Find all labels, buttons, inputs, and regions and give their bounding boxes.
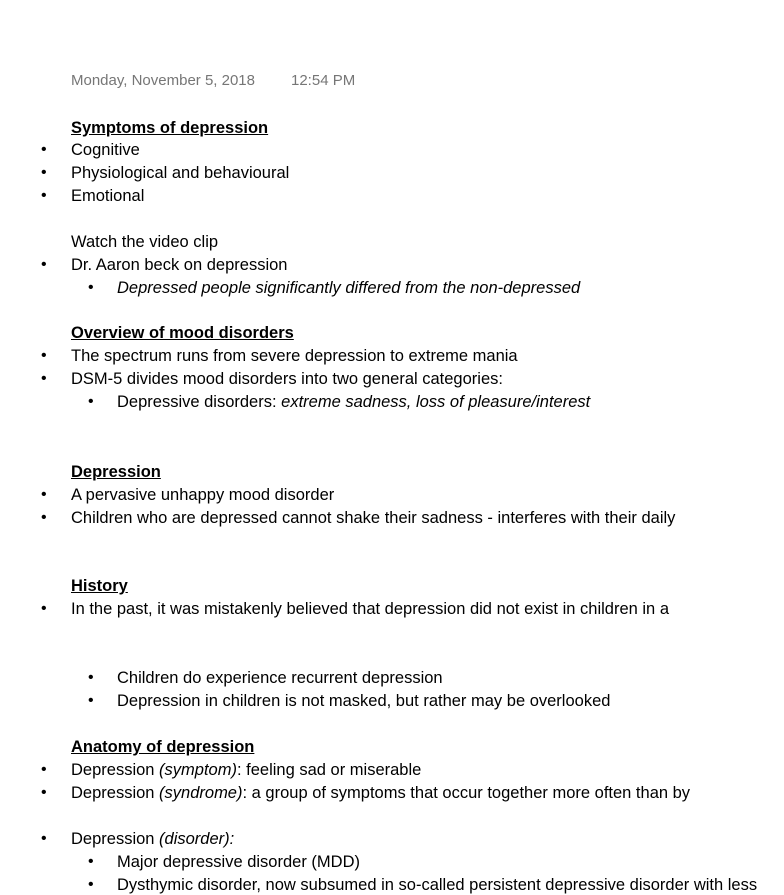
bullet-dot-icon: • [41, 761, 47, 778]
bullet-dot-icon: • [41, 370, 47, 387]
bullet-dot-icon: • [41, 164, 47, 181]
bullet-dot-icon: • [88, 279, 94, 296]
bullet-dot-icon: • [88, 692, 94, 709]
symptom-suffix: : feeling sad or miserable [236, 761, 422, 779]
list-item-dsm5: DSM-5 divides mood disorders into two general categories: [71, 370, 503, 388]
bullet-dot-icon: • [41, 784, 47, 801]
disorder-italic: (disorder): [159, 830, 235, 848]
sub-item-video [117, 278, 580, 298]
syndrome-suffix: : a group of symptoms that occur together more often than by [242, 784, 691, 802]
bullet-dot-icon: • [88, 393, 94, 410]
list-item-symptom [71, 760, 421, 780]
list-item-emotional: Emotional [71, 187, 145, 205]
list-item-syndrome [71, 783, 690, 803]
symptom-prefix: Depression [71, 761, 160, 779]
bullet-dot-icon: • [41, 600, 47, 617]
sub-item-mdd: Major depressive disorder (MDD) [117, 853, 360, 871]
bullet-dot-icon: • [88, 853, 94, 870]
bullet-dot-icon: • [88, 669, 94, 686]
list-item-video: Dr. Aaron beck on depression [71, 256, 288, 274]
syndrome-prefix: Depression [71, 784, 160, 802]
note-date: Monday, November 5, 2018 [71, 72, 255, 89]
bullet-dot-icon: • [41, 509, 47, 526]
note-timestamp [71, 72, 355, 89]
heading-overview: Overview of mood disorders [71, 324, 294, 342]
sub-item-video-text: Depressed people significantly differed from the non-depressed [117, 279, 581, 297]
bullet-dot-icon: • [41, 486, 47, 503]
sub-item-depressive-prefix: Depressive disorders: [117, 393, 282, 411]
bullet-dot-icon: • [41, 187, 47, 204]
sub-item-depressive-italic: extreme sadness, loss of pleasure/interest [281, 393, 591, 411]
disorder-prefix: Depression [71, 830, 160, 848]
video-intro: Watch the video clip [71, 233, 219, 251]
heading-symptoms: Symptoms of depression [71, 119, 269, 137]
list-item-pervasive: A pervasive unhappy mood disorder [71, 486, 335, 504]
heading-history: History [71, 577, 128, 595]
list-item-spectrum: The spectrum runs from severe depression to extreme mania [71, 347, 518, 365]
bullet-dot-icon: • [41, 256, 47, 273]
note-time: 12:54 PM [291, 72, 356, 89]
symptom-italic: (symptom) [159, 761, 237, 779]
list-item-past-belief: In the past, it was mistakenly believed that depression did not exist in children in a [71, 600, 669, 618]
syndrome-italic: (syndrome) [159, 784, 243, 802]
heading-depression: Depression [71, 463, 161, 481]
bullet-dot-icon: • [88, 876, 94, 893]
sub-item-dysthymic: Dysthymic disorder, now subsumed in so-called persistent depressive disorder with less [117, 876, 758, 894]
sub-item-not-masked: Depression in children is not masked, but rather may be overlooked [117, 692, 611, 710]
bullet-dot-icon: • [41, 830, 47, 847]
list-item-disorder [71, 829, 234, 849]
heading-anatomy: Anatomy of depression [71, 738, 255, 756]
list-item-children-sadness: Children who are depressed cannot shake their sadness - interferes with their daily [71, 509, 676, 527]
list-item-cognitive: Cognitive [71, 141, 140, 159]
bullet-dot-icon: • [41, 347, 47, 364]
list-item-physiological: Physiological and behavioural [71, 164, 290, 182]
sub-item-recurrent: Children do experience recurrent depression [117, 669, 443, 687]
sub-item-depressive-disorders [117, 392, 590, 412]
bullet-dot-icon: • [41, 141, 47, 158]
